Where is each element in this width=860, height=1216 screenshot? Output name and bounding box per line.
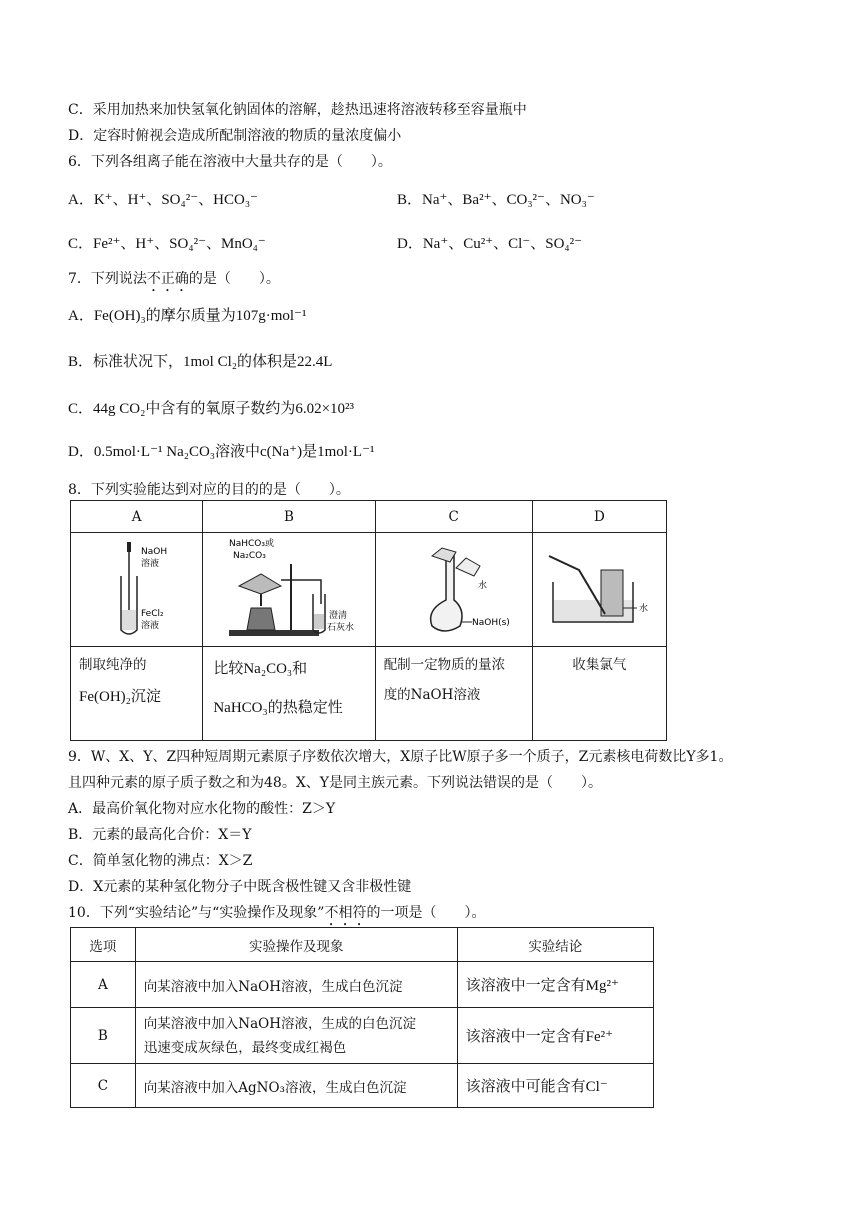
q7-stem-emphasis: 不正确	[146, 271, 189, 287]
label-limewater-1: 澄清	[329, 610, 348, 621]
q9-stem-line1: 9．W、X、Y、Z四种短周期元素原子序数依次增大，X原子比W原子多一个质子，Z元素核电荷数比Y多1。	[68, 749, 733, 765]
label-solution-2: 溶液	[140, 620, 159, 631]
q8-purpose-a-line2: Fe(OH)₂沉淀	[79, 689, 161, 705]
q8-purpose-d-text: 收集氯气	[572, 657, 627, 673]
q8-purpose-c-line1: 配制一定物质的量浓	[383, 657, 506, 673]
q10-row-b-operation-line1: 向某溶液中加入NaOH溶液，生成的白色沉淀	[143, 1015, 416, 1032]
q7-option-a: A．Fe(OH)₃的摩尔质量为107g·mol⁻¹	[68, 308, 307, 324]
label-naoh: NaOH	[140, 546, 167, 557]
q6-option-c: C．Fe²⁺、H⁺、SO₄²⁻、MnO₄⁻	[68, 236, 266, 252]
q7-stem	[68, 268, 280, 295]
q8-purpose-c-line2: 度的NaOH溶液	[383, 687, 481, 703]
q8-purpose-d	[532, 647, 666, 741]
q5-option-c: C．采用加热来加快氢氧化钠固体的溶解，趁热迅速将溶液转移至容量瓶中	[68, 102, 527, 118]
table-row	[71, 962, 654, 1008]
q10-row-b-operation	[135, 1008, 457, 1064]
q5-option-d: D．定容时俯视会造成所配制溶液的物质的量浓度偏小	[68, 128, 402, 144]
q8-purpose-b-line1: 比较Na₂CO₃和	[213, 661, 308, 677]
q10-row-c-conclusion: 该溶液中可能含有Cl⁻	[457, 1064, 653, 1108]
q10-header-option: 选项	[71, 928, 136, 962]
q6-option-b: B．Na⁺、Ba²⁺、CO₃²⁻、NO₃⁻	[397, 192, 595, 208]
label-nahco3: NaHCO₃或	[229, 538, 275, 549]
q8-purpose-b	[203, 647, 375, 741]
q10-stem-emphasis: 不相符	[324, 905, 367, 921]
q10-row-a-operation: 向某溶液中加入NaOH溶液，生成白色沉淀	[135, 962, 457, 1008]
q8-figure-c	[375, 533, 532, 647]
q10-header-operation: 实验操作及现象	[135, 928, 457, 962]
q10-row-c-option: C	[71, 1064, 136, 1108]
q9-option-a: A．最高价氧化物对应水化物的酸性：Z＞Y	[68, 801, 336, 817]
q8-figure-a	[71, 533, 203, 647]
q10-row-a-conclusion: 该溶液中一定含有Mg²⁺	[457, 962, 653, 1008]
q9-stem-line2: 且四种元素的原子质子数之和为48。X、Y是同主族元素。下列说法错误的是（ ）。	[68, 775, 603, 791]
q9-option-b: B．元素的最高化合价：X＝Y	[68, 827, 252, 843]
q8-header-a: A	[71, 501, 203, 533]
heating-apparatus-figure	[209, 534, 369, 642]
dropper-testtube-figure	[77, 534, 197, 642]
q7-option-c: C．44g CO₂中含有的氧原子数约为6.02×10²³	[68, 401, 355, 417]
gas-collection-figure	[539, 534, 659, 642]
q10-row-b-operation-line2: 迅速变成灰绿色，最终变成红褐色	[143, 1039, 347, 1056]
q6-stem: 6．下列各组离子能在溶液中大量共存的是（ ）。	[68, 154, 392, 170]
q8-purpose-c	[375, 647, 532, 741]
table-row	[71, 1008, 654, 1064]
q8-purpose-a-line1: 制取纯净的	[79, 657, 147, 673]
q6-option-a: A．K⁺、H⁺、SO₄²⁻、HCO₃⁻	[68, 192, 258, 208]
label-solution-1: 溶液	[140, 558, 159, 569]
q7-stem-post: 的是（ ）。	[188, 271, 280, 287]
q8-stem: 8．下列实验能达到对应的目的的是（ ）。	[68, 482, 350, 498]
q10-header-conclusion: 实验结论	[457, 928, 653, 962]
q8-figure-d	[532, 533, 666, 647]
q10-row-a-option: A	[71, 962, 136, 1008]
q8-header-d: D	[532, 501, 666, 533]
q7-stem-pre: 7．下列说法	[68, 271, 147, 287]
label-naoh-solid: NaOH(s)	[471, 617, 510, 628]
table-row	[71, 1064, 654, 1108]
q9-option-c: C．简单氢化物的沸点：X＞Z	[68, 853, 253, 869]
q8-figure-b	[203, 533, 375, 647]
q8-table	[70, 500, 667, 741]
q8-purpose-b-line2: NaHCO₃的热稳定性	[213, 700, 343, 716]
q6-option-d: D．Na⁺、Cu²⁺、Cl⁻、SO₄²⁻	[397, 236, 583, 252]
volumetric-flask-figure	[384, 534, 524, 642]
q10-row-b-option: B	[71, 1008, 136, 1064]
label-water-c: 水	[477, 580, 487, 591]
q10-table	[70, 927, 654, 1108]
q8-header-b: B	[203, 501, 375, 533]
q10-row-c-operation: 向某溶液中加入AgNO₃溶液，生成白色沉淀	[135, 1064, 457, 1108]
q10-row-b-conclusion: 该溶液中一定含有Fe²⁺	[457, 1008, 653, 1064]
q8-purpose-a	[71, 647, 203, 741]
label-limewater-2: 石灰水	[327, 622, 355, 633]
label-fecl2: FeCl₂	[140, 608, 164, 619]
q10-stem-post: 的一项是（ ）。	[366, 905, 486, 921]
q9-option-d: D．X元素的某种氢化物分子中既含极性键又含非极性键	[68, 879, 412, 895]
q7-option-d: D．0.5mol·L⁻¹ Na₂CO₃溶液中c(Na⁺)是1mol·L⁻¹	[68, 444, 375, 460]
q8-header-c: C	[375, 501, 532, 533]
q7-option-b: B．标准状况下，1mol Cl₂的体积是22.4L	[68, 354, 333, 370]
label-water-d: 水	[639, 603, 649, 614]
q10-stem	[68, 902, 485, 929]
label-na2co3: Na₂CO₃	[233, 550, 266, 561]
q10-stem-pre: 10．下列“实验结论”与“实验操作及现象”	[68, 905, 325, 921]
